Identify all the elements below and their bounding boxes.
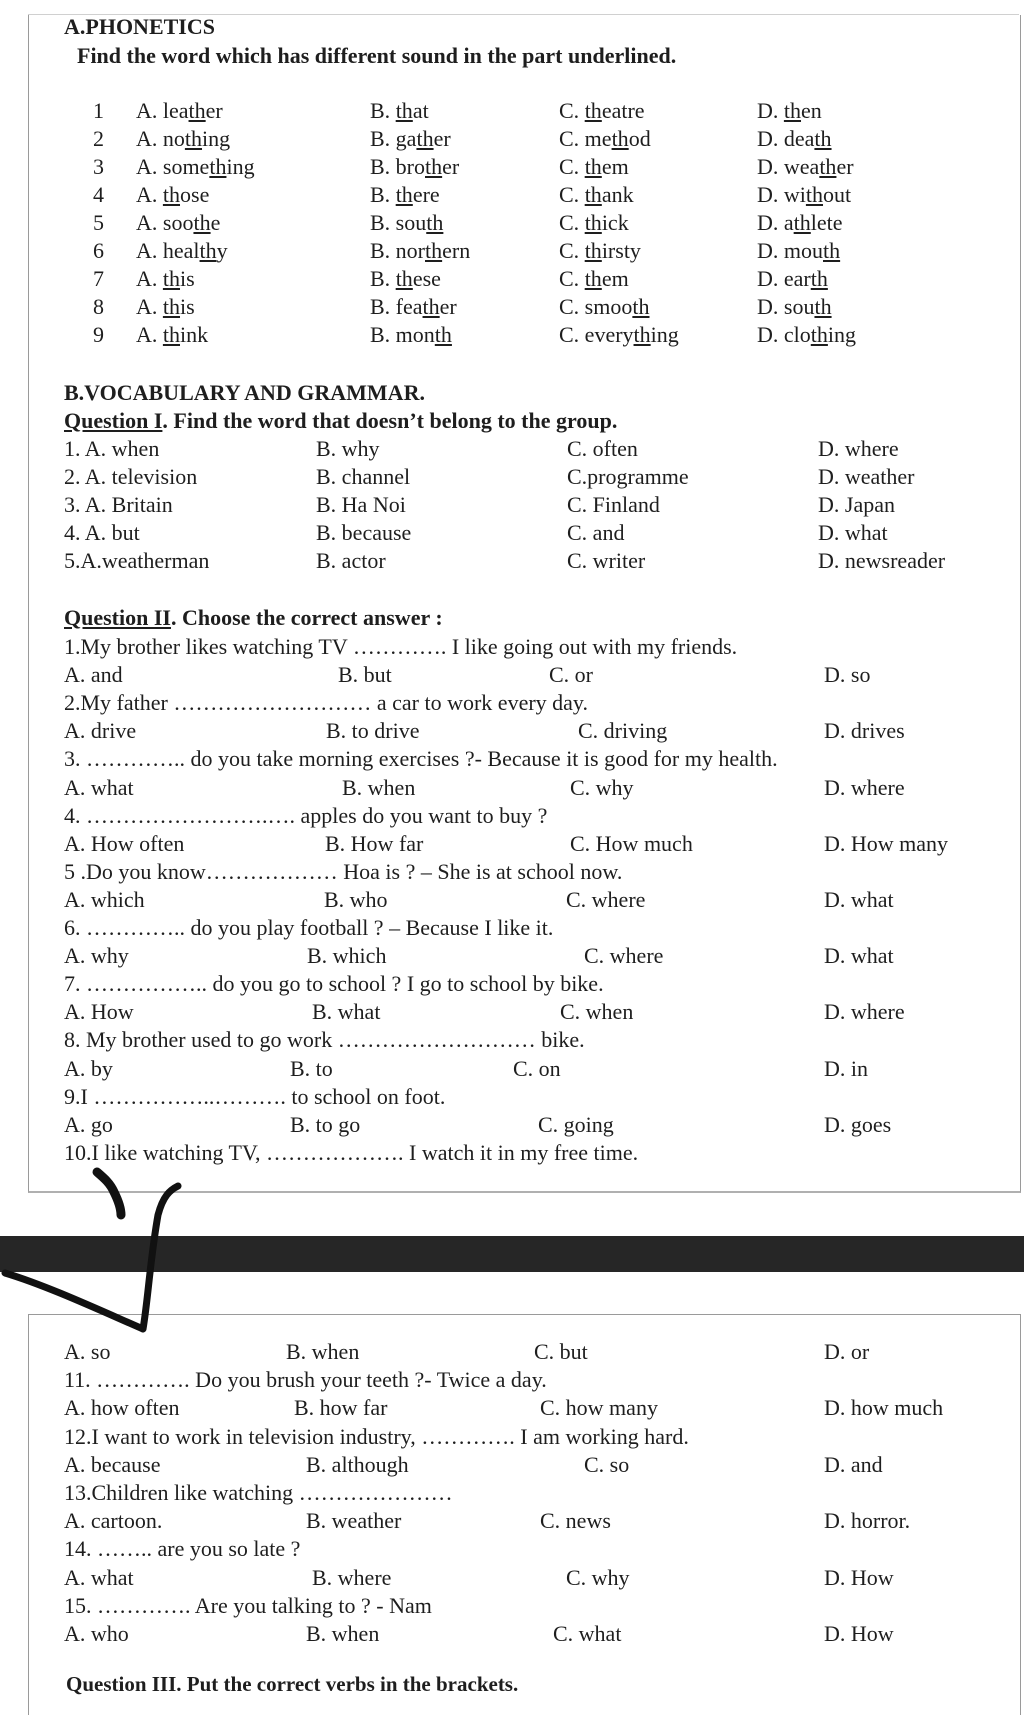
answer-option: D. what	[824, 886, 894, 912]
option-text-part: C. me	[559, 126, 612, 151]
question-1-option: D. weather	[818, 464, 915, 489]
option-text-part: B.	[370, 98, 396, 123]
option-text-part: ern	[442, 238, 471, 263]
question-2-text: . Choose the correct answer :	[170, 605, 443, 630]
underlined-sound: th	[584, 154, 602, 179]
option-text-part: em	[601, 266, 629, 291]
option-text-part: A. heal	[136, 238, 200, 263]
answer-option: C. or	[549, 662, 593, 688]
question-1-option: 4. A. but	[64, 520, 140, 545]
option-text-part: ose	[180, 182, 210, 207]
option-text-part: ick	[601, 210, 629, 235]
underlined-sound: th	[162, 322, 181, 347]
phonetics-item-number: 7	[93, 266, 104, 291]
answer-option: A. what	[64, 1564, 134, 1590]
answer-option: D. what	[824, 943, 894, 969]
option-text-part: eatre	[601, 98, 645, 123]
option-text-part: ese	[412, 266, 441, 291]
option-text-part: at	[412, 98, 429, 123]
answer-option: D. how much	[824, 1395, 944, 1421]
option-text-part: D. ear	[757, 266, 811, 291]
answer-option: B. but	[338, 662, 392, 688]
section-b-title: B.VOCABULARY AND GRAMMAR.	[64, 380, 425, 405]
underlined-sound: th	[188, 98, 206, 123]
question-1-option: C.programme	[567, 464, 689, 489]
answer-option: B. who	[324, 886, 388, 912]
answer-option: A. why	[64, 943, 129, 969]
phonetics-item-number: 8	[93, 294, 104, 319]
option-text-part: A.	[136, 294, 163, 319]
answer-option: C. how many	[540, 1395, 658, 1421]
underlined-sound: th	[584, 98, 602, 123]
answer-option: D. drives	[824, 718, 905, 744]
answer-option: C. why	[566, 1564, 630, 1590]
underlined-sound: th	[783, 98, 802, 123]
underlined-sound: th	[810, 322, 828, 347]
underlined-sound: th	[162, 182, 181, 207]
question-1-option: C. Finland	[567, 492, 660, 517]
option-text-part: ing	[827, 322, 857, 347]
underlined-sound: th	[395, 266, 413, 291]
answer-option: C. where	[584, 943, 664, 969]
option-text-part: A. some	[136, 154, 210, 179]
option-text-part: ing	[226, 154, 255, 179]
option-text-part: A.	[136, 322, 163, 347]
option-text-part: D. mou	[757, 238, 823, 263]
question-1-option: C. often	[567, 436, 638, 461]
question-1-option: 5.A.weatherman	[64, 548, 210, 573]
underlined-sound: th	[584, 238, 602, 263]
option-text-part: A. lea	[136, 98, 189, 123]
answer-option: C. going	[538, 1111, 614, 1137]
underlined-sound: th	[426, 210, 444, 235]
underlined-sound: th	[193, 210, 211, 235]
answer-option: B. where	[312, 1564, 392, 1590]
phonetics-item-number: 2	[93, 126, 104, 151]
answer-option: D. How	[824, 1621, 894, 1646]
phonetics-item-number: 1	[93, 98, 104, 123]
phonetics-item-number: 3	[93, 154, 104, 179]
answer-option: D. How	[824, 1564, 894, 1590]
question-1-option: C. writer	[567, 548, 646, 573]
option-text-part: out	[823, 182, 852, 207]
check-stroke-small	[97, 1172, 121, 1215]
answer-option: C. on	[513, 1055, 561, 1081]
question-stem: 3. ………….. do you take morning exercises ?- Because it is good for my health.	[64, 746, 778, 772]
option-text-part: D. a	[757, 210, 794, 235]
question-1-text: . Find the word that doesn’t belong to the group.	[162, 408, 618, 433]
answer-option: B. which	[307, 943, 387, 969]
question-stem: 2.My father ……………………… a car to work every day.	[64, 690, 588, 716]
question-1-option: B. because	[316, 520, 412, 545]
option-text-part: C. every	[559, 322, 634, 347]
underlined-sound: th	[162, 266, 181, 291]
answer-option: D. in	[824, 1055, 868, 1081]
option-text-part: er	[205, 98, 223, 123]
option-text-part: D. dea	[757, 126, 815, 151]
option-text-part: y	[216, 238, 228, 263]
answer-option: B. to drive	[326, 718, 420, 744]
answer-option: D. where	[824, 774, 905, 800]
answer-option: D. How many	[824, 830, 949, 856]
underlined-sound: th	[823, 238, 841, 263]
question-stem: 1.My brother likes watching TV …………. I like going out with my friends.	[64, 634, 738, 659]
answer-option: B. How far	[325, 830, 424, 856]
option-text-part: B. bro	[370, 154, 425, 179]
question-stem: 15. …………. Are you talking to ? - Nam	[64, 1592, 432, 1618]
option-text-part: er	[433, 126, 451, 151]
answer-option: A. who	[64, 1621, 129, 1646]
section-a-title: A.PHONETICS	[64, 14, 215, 39]
answer-option: C. so	[584, 1451, 630, 1477]
question-1-option: D. Japan	[818, 492, 895, 517]
option-text-part: C.	[559, 238, 585, 263]
underlined-sound: th	[395, 182, 413, 207]
phonetics-instruction: Find the word which has different sound in the part underlined.	[77, 43, 677, 68]
underlined-sound: th	[819, 154, 837, 179]
question-1-option: B. why	[316, 436, 380, 461]
answer-option: A. because	[64, 1451, 161, 1477]
underlined-sound: th	[805, 182, 824, 207]
answer-option: A. and	[64, 662, 123, 688]
question-1-option: B. actor	[316, 548, 386, 573]
option-text-part: irsty	[601, 238, 641, 263]
answer-option: C. when	[560, 999, 634, 1025]
question-1-option: D. newsreader	[818, 548, 946, 573]
option-text-part: C.	[559, 266, 585, 291]
check-stroke-large	[5, 1186, 178, 1329]
answer-option: D. goes	[824, 1111, 892, 1137]
option-text-part: er	[836, 154, 854, 179]
answer-option: A. how often	[64, 1395, 180, 1421]
question-1-option: 2. A. television	[64, 464, 198, 489]
underlined-sound: th	[814, 126, 832, 151]
option-text-part: C. smoo	[559, 294, 633, 319]
underlined-sound: th	[611, 126, 629, 151]
phonetics-item-number: 5	[93, 210, 104, 235]
question-1-option: B. Ha Noi	[316, 492, 406, 517]
question-stem: 5 .Do you know……………… Hoa is ? – She is at school now.	[64, 858, 623, 884]
underlined-sound: th	[209, 154, 227, 179]
underlined-sound: th	[162, 294, 181, 319]
option-text-part: A.	[136, 266, 163, 291]
option-text-part: e	[210, 210, 221, 235]
option-text-part: is	[180, 294, 195, 319]
option-text-part: D. wea	[757, 154, 820, 179]
question-1-option: C. and	[567, 520, 625, 545]
option-text-part: A. soo	[136, 210, 194, 235]
answer-option: B. what	[312, 999, 381, 1025]
question-1-option: 3. A. Britain	[64, 492, 173, 517]
underlined-sound: th	[632, 294, 650, 319]
underlined-sound: th	[416, 126, 434, 151]
answer-option: B. when	[286, 1339, 360, 1364]
answer-option: A. which	[64, 886, 145, 912]
question-stem: 14. …….. are you so late ?	[64, 1536, 301, 1562]
underlined-sound: th	[422, 294, 440, 319]
question-stem: 7. …………….. do you go to school ? I go to school by bike.	[64, 971, 604, 997]
answer-option: A. drive	[64, 718, 137, 744]
answer-option: C. How much	[570, 830, 693, 856]
option-text-part: B. nor	[370, 238, 425, 263]
answer-option: A. what	[64, 774, 134, 800]
underlined-sound: th	[425, 154, 443, 179]
answer-option: B. although	[306, 1451, 409, 1477]
underlined-sound: th	[395, 98, 413, 123]
answer-option: A. How	[64, 999, 134, 1025]
option-text-part: A. no	[136, 126, 185, 151]
underlined-sound: th	[810, 266, 828, 291]
answer-option: A. go	[64, 1111, 113, 1137]
option-text-part: D. wi	[757, 182, 806, 207]
answer-option: B. to	[290, 1055, 333, 1081]
answer-option: B. to go	[290, 1111, 361, 1137]
question-1-label: Question I	[64, 408, 163, 433]
option-text-part: B.	[370, 266, 396, 291]
answer-option: C. driving	[578, 718, 668, 744]
option-text-part: C.	[559, 182, 585, 207]
underlined-sound: th	[584, 182, 602, 207]
question-stem: 4. …………………….…. apples do you want to buy ?	[64, 802, 548, 828]
phonetics-item-number: 9	[93, 322, 104, 347]
option-text-part: C.	[559, 98, 585, 123]
question-1-option: D. what	[818, 520, 888, 545]
question-stem: 10.I like watching TV, ………………. I watch it in my free time.	[64, 1139, 639, 1165]
answer-option: D. horror.	[824, 1508, 911, 1534]
question-2-label: Question II	[64, 605, 171, 630]
underlined-sound: th	[199, 238, 217, 263]
answer-option: D. so	[824, 662, 871, 688]
answer-option: D. where	[824, 999, 905, 1025]
underlined-sound: th	[793, 210, 811, 235]
option-text-part: er	[442, 154, 460, 179]
underlined-sound: th	[425, 238, 443, 263]
option-text-part: A.	[136, 182, 163, 207]
question-1-option: 1. A. when	[64, 436, 160, 461]
answer-option: A. cartoon.	[64, 1508, 163, 1534]
answer-option: D. and	[824, 1451, 883, 1477]
underlined-sound: th	[633, 322, 651, 347]
question-stem: 6. ………….. do you play football ? – Because I like it.	[64, 915, 554, 940]
underlined-sound: th	[184, 126, 203, 151]
answer-option: C. why	[570, 774, 634, 800]
question-stem: 13.Children like watching …………………	[64, 1480, 453, 1505]
answer-option: A. so	[64, 1339, 111, 1364]
answer-option: C. where	[566, 886, 646, 912]
option-text-part: D. sou	[757, 294, 815, 319]
underlined-sound: th	[434, 322, 452, 347]
option-text-part: ere	[412, 182, 440, 207]
option-text-part: is	[180, 266, 195, 291]
underlined-sound: th	[814, 294, 832, 319]
answer-option: B. how far	[294, 1395, 388, 1421]
question-stem: 12.I want to work in television industry, …………. I am working hard.	[64, 1423, 689, 1449]
question-stem: 8. My brother used to go work ……………………… bike.	[64, 1027, 585, 1053]
question-1-option: B. channel	[316, 464, 411, 489]
option-text-part: ing	[202, 126, 231, 151]
phonetics-item-number: 4	[93, 182, 104, 207]
question-1-option: D. where	[818, 436, 899, 461]
option-text-part: D.	[757, 98, 784, 123]
answer-option: B. when	[306, 1621, 380, 1646]
option-text-part: ing	[650, 322, 679, 347]
option-text-part: C.	[559, 210, 585, 235]
option-text-part: em	[601, 154, 629, 179]
underlined-sound: th	[584, 210, 602, 235]
option-text-part: B. fea	[370, 294, 423, 319]
answer-option: C. but	[534, 1339, 588, 1364]
option-text-part: ink	[180, 322, 209, 347]
option-text-part: B. mon	[370, 322, 435, 347]
question-stem: 9.I ……………..………. to school on foot.	[64, 1083, 446, 1109]
answer-option: C. what	[553, 1621, 622, 1646]
option-text-part: er	[439, 294, 457, 319]
phonetics-item-number: 6	[93, 238, 104, 263]
option-text-part: C.	[559, 154, 585, 179]
option-text-part: D. clo	[757, 322, 811, 347]
option-text-part: od	[628, 126, 651, 151]
option-text-part: B. ga	[370, 126, 417, 151]
option-text-part: B.	[370, 182, 396, 207]
answer-option: B. weather	[306, 1508, 402, 1534]
question-3-heading: Question III. Put the correct verbs in the brackets.	[66, 1672, 519, 1696]
question-stem: 11. …………. Do you brush your teeth ?- Twice a day.	[64, 1367, 547, 1393]
answer-option: A. How often	[64, 830, 185, 856]
answer-option: C. news	[540, 1508, 611, 1534]
answer-option: A. by	[64, 1055, 113, 1081]
option-text-part: ank	[601, 182, 634, 207]
option-text-part: B. sou	[370, 210, 427, 235]
answer-option: D. or	[824, 1339, 870, 1364]
answer-option: B. when	[342, 774, 416, 800]
underlined-sound: th	[584, 266, 602, 291]
option-text-part: en	[801, 98, 822, 123]
option-text-part: lete	[810, 210, 843, 235]
